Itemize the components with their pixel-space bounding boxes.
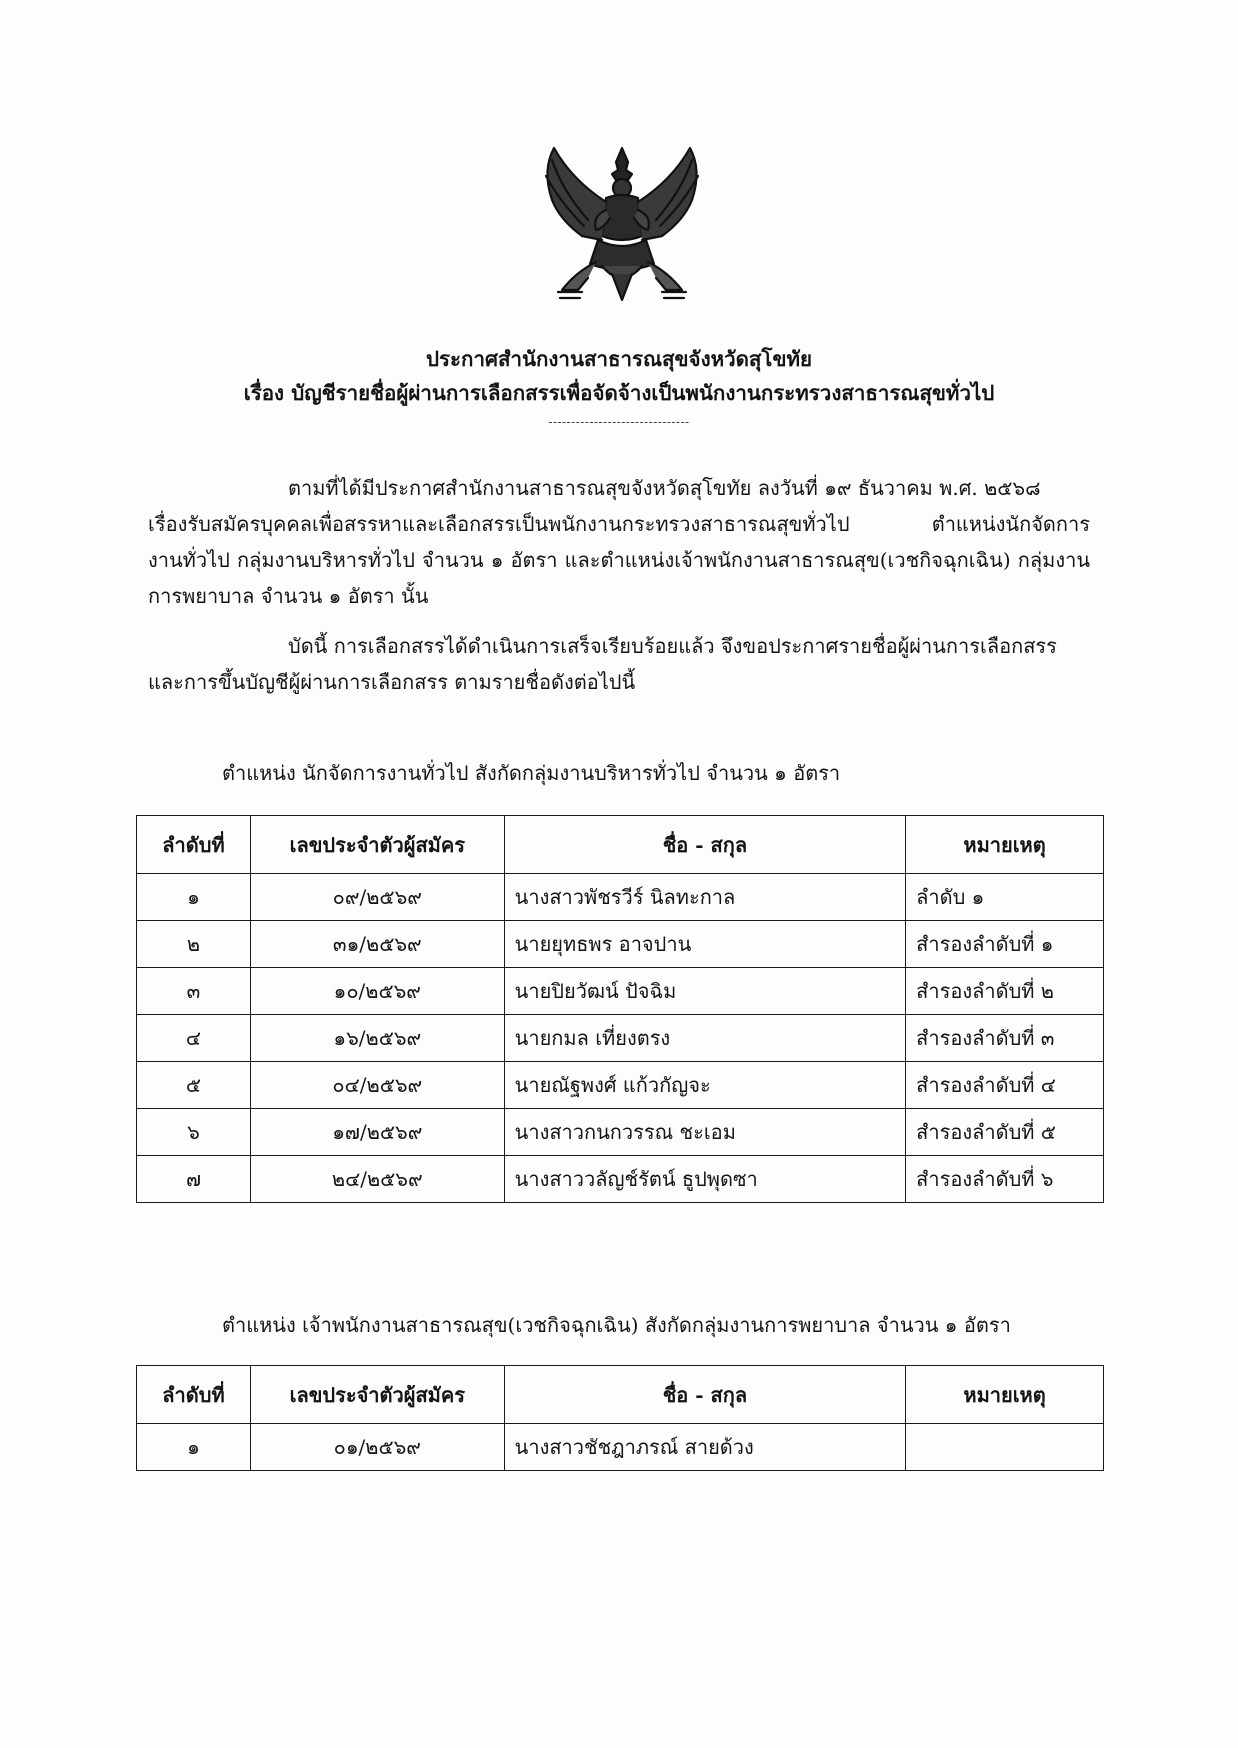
cell-applicant-id: ๑๗/๒๕๖๙ (250, 1109, 504, 1156)
section-heading-general-admin: ตำแหน่ง นักจัดการงานทั่วไป สังกัดกลุ่มงานบริหารทั่วไป จำนวน ๑ อัตรา (222, 761, 841, 785)
column-header-remark: หมายเหตุ (906, 1366, 1104, 1424)
announcement-subject: เรื่อง บัญชีรายชื่อผู้ผ่านการเลือกสรรเพื่อจัดจ้างเป็นพนักงานกระทรวงสาธารณสุขทั่วไป (243, 381, 995, 405)
candidate-table-general-admin (136, 815, 1104, 1203)
title-block (0, 342, 1238, 432)
cell-name: นางสาววลัญช์รัตน์ ธูปพุดซา (504, 1156, 905, 1203)
candidate-table-emergency-medical (136, 1365, 1104, 1471)
cell-applicant-id: ๐๑/๒๕๖๙ (250, 1424, 504, 1471)
cell-applicant-id: ๑๐/๒๕๖๙ (250, 968, 504, 1015)
cell-order: ๔ (137, 1015, 251, 1062)
cell-applicant-id: ๑๖/๒๕๖๙ (250, 1015, 504, 1062)
cell-remark: สำรองลำดับที่ ๒ (906, 968, 1104, 1015)
cell-name: นายณัฐพงศ์ แก้วกัญจะ (504, 1062, 905, 1109)
paragraph-line: งานทั่วไป กลุ่มงานบริหารทั่วไป จำนวน ๑ อัตรา และตำแหน่งเจ้าพนักงานสาธารณสุข(เวชกิจฉุกเฉิน) กลุ่มงาน (148, 548, 1090, 572)
cell-applicant-id: ๓๑/๒๕๖๙ (250, 921, 504, 968)
cell-name: นายกมล เที่ยงตรง (504, 1015, 905, 1062)
cell-applicant-id: ๐๔/๒๕๖๙ (250, 1062, 504, 1109)
cell-name: นางสาวชัชฎาภรณ์ สายด้วง (504, 1424, 905, 1471)
column-header-applicant-id: เลขประจำตัวผู้สมัคร (250, 816, 504, 874)
cell-order: ๑ (137, 874, 251, 921)
paragraph-line: การพยาบาล จำนวน ๑ อัตรา นั้น (148, 584, 429, 608)
cell-name: นางสาวพัชรวีร์ นิลทะกาล (504, 874, 905, 921)
cell-order: ๑ (137, 1424, 251, 1471)
cell-name: นายปิยวัฒน์ ปัจฉิม (504, 968, 905, 1015)
table-row (137, 1062, 1104, 1109)
table-row (137, 921, 1104, 968)
paragraph-line: ตามที่ได้มีประกาศสำนักงานสาธารณสุขจังหวัดสุโขทัย ลงวันที่ ๑๙ ธันวาคม พ.ศ. ๒๕๖๘ (288, 476, 1041, 500)
table-row (137, 968, 1104, 1015)
cell-remark: สำรองลำดับที่ ๕ (906, 1109, 1104, 1156)
column-header-remark: หมายเหตุ (906, 816, 1104, 874)
table-row (137, 1015, 1104, 1062)
table-row (137, 874, 1104, 921)
cell-name: นางสาวกนกวรรณ ชะเอม (504, 1109, 905, 1156)
cell-remark: สำรองลำดับที่ ๔ (906, 1062, 1104, 1109)
table-row (137, 1109, 1104, 1156)
cell-order: ๒ (137, 921, 251, 968)
cell-order: ๓ (137, 968, 251, 1015)
column-header-order: ลำดับที่ (137, 816, 251, 874)
cell-order: ๗ (137, 1156, 251, 1203)
section-heading-emergency-medical: ตำแหน่ง เจ้าพนักงานสาธารณสุข(เวชกิจฉุกเฉิน) สังกัดกลุ่มงานการพยาบาล จำนวน ๑ อัตรา (222, 1313, 1011, 1337)
intro-paragraph (148, 470, 1090, 614)
column-header-applicant-id: เลขประจำตัวผู้สมัคร (250, 1366, 504, 1424)
cell-name: นายยุทธพร อาจปาน (504, 921, 905, 968)
announcement-title: ประกาศสำนักงานสาธารณสุขจังหวัดสุโขทัย (426, 347, 812, 371)
title-separator: ------------------------------- (548, 415, 690, 429)
cell-remark: สำรองลำดับที่ ๑ (906, 921, 1104, 968)
cell-remark: สำรองลำดับที่ ๓ (906, 1015, 1104, 1062)
cell-order: ๕ (137, 1062, 251, 1109)
column-header-order: ลำดับที่ (137, 1366, 251, 1424)
cell-applicant-id: ๒๔/๒๕๖๙ (250, 1156, 504, 1203)
table-header-row (137, 1366, 1104, 1424)
garuda-emblem-icon (532, 140, 712, 315)
announcement-paragraph (148, 628, 1090, 700)
table-row (137, 1156, 1104, 1203)
column-header-name: ชื่อ - สกุล (504, 1366, 905, 1424)
cell-applicant-id: ๐๙/๒๕๖๙ (250, 874, 504, 921)
cell-remark: สำรองลำดับที่ ๖ (906, 1156, 1104, 1203)
paragraph-line: เรื่องรับสมัครบุคคลเพื่อสรรหาและเลือกสรรเป็นพนักงานกระทรวงสาธารณสุขทั่วไป ตำแหน่งนักจัดการ (148, 512, 1090, 536)
paragraph-line: บัดนี้ การเลือกสรรได้ดำเนินการเสร็จเรียบร้อยแล้ว จึงขอประกาศรายชื่อผู้ผ่านการเลือกสรร (288, 634, 1057, 658)
table-header-row (137, 816, 1104, 874)
cell-order: ๖ (137, 1109, 251, 1156)
paragraph-line: และการขึ้นบัญชีผู้ผ่านการเลือกสรร ตามรายชื่อดังต่อไปนี้ (148, 670, 636, 694)
cell-remark: ลำดับ ๑ (906, 874, 1104, 921)
table-row (137, 1424, 1104, 1471)
column-header-name: ชื่อ - สกุล (504, 816, 905, 874)
cell-remark (906, 1424, 1104, 1471)
